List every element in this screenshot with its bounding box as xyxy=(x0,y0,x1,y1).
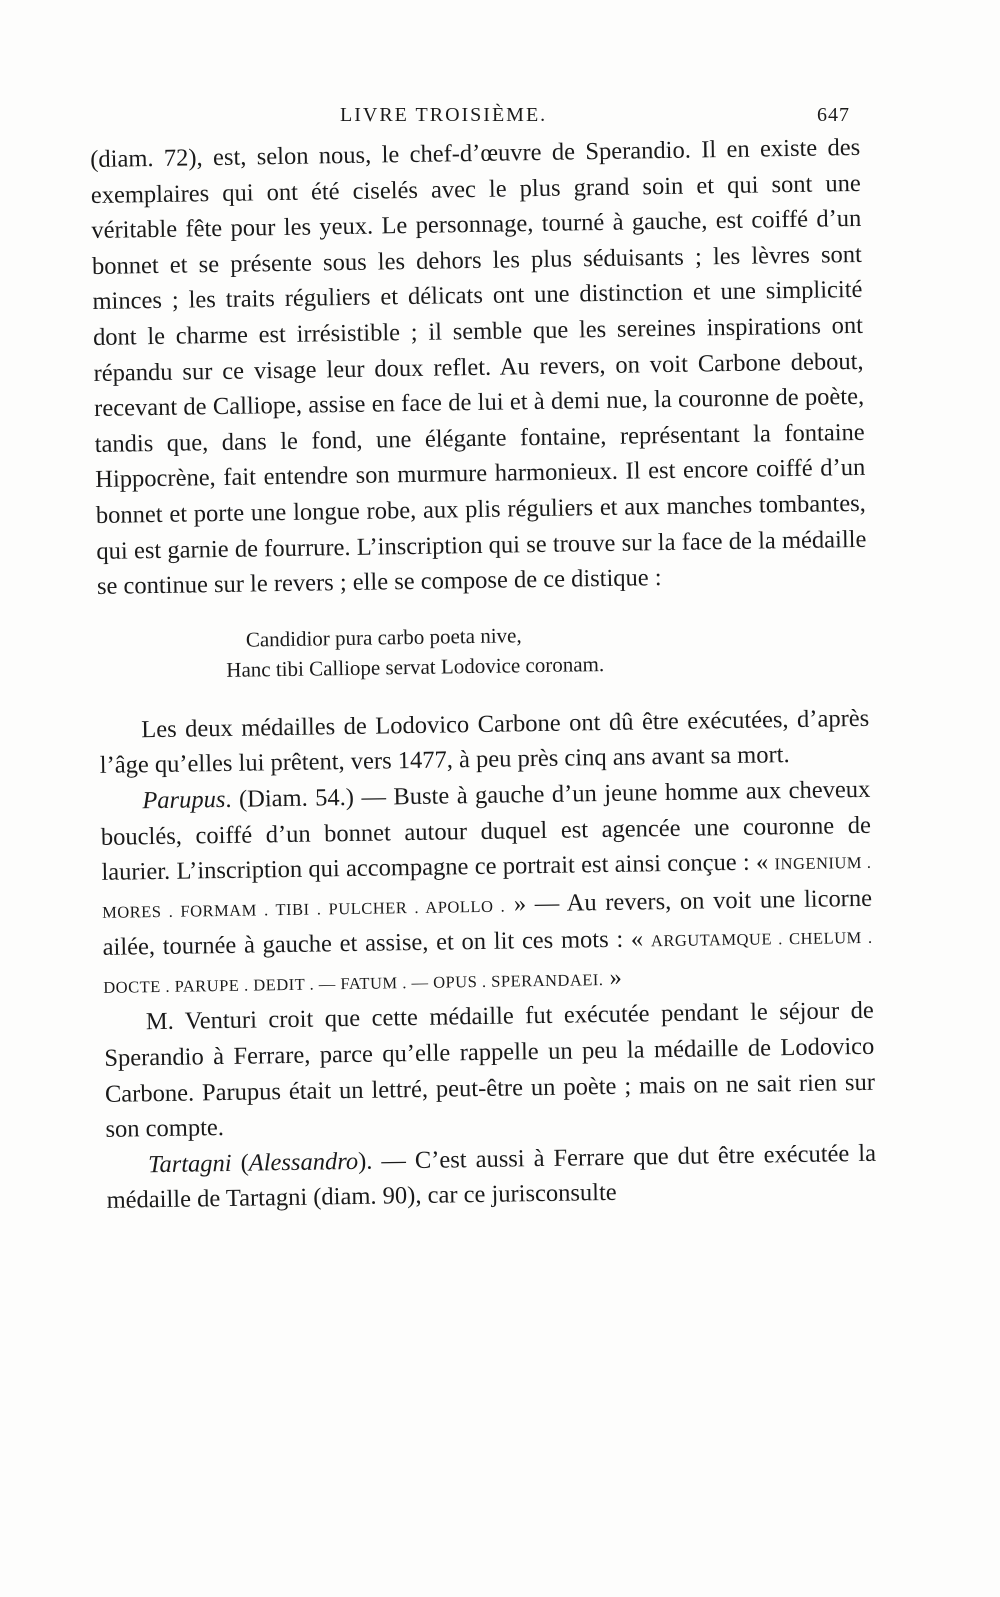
verse-line-1: Candidior pura carbo poeta nive, xyxy=(245,623,522,652)
parupus-closing-quote: » xyxy=(603,963,623,991)
paragraph-carbone-dating: Les deux médailles de Lodovico Carbone ont dû être exécutées, d’après l’âge qu’elles lui prêtent, vers 1477, à peu près cinq ans avant sa mort. xyxy=(99,704,870,780)
tartagni-paren-open: ( xyxy=(231,1149,249,1177)
parupus-name: Parupus xyxy=(142,785,226,815)
paragraph-tartagni xyxy=(106,1136,877,1219)
paragraph-parupus xyxy=(100,772,873,1006)
tartagni-name: Tartagni xyxy=(147,1149,232,1179)
paragraph-venturi: M. Venturi croit que cette médaille fut exécutée pendant le séjour de Sperandio à Ferrare, parce qu’elle rappelle un peu la médaille de Lodovico Carbone. Parupus était un lettré, peut-être un poète ; mais on ne sait rien sur son compte. xyxy=(104,997,876,1144)
running-title: LIVRE TROISIÈME. xyxy=(340,104,548,126)
page-number: 647 xyxy=(817,104,850,126)
tartagni-description: ). — C’est aussi à Ferrare que dut être exécutée la médaille de Tartagni (diam. 90), car ce jurisconsulte xyxy=(106,1139,877,1215)
latin-distich xyxy=(226,615,869,685)
body-text xyxy=(90,130,877,1219)
obverse-inscription: INGENIUM . MORES . FORMAM . TIBI . PULCHER . APOLLO . xyxy=(101,852,872,922)
parupus-reverse: » — Au revers, on voit une licorne ailée, tournée à gauche et assise, et on lit ces mots : « xyxy=(102,884,873,962)
tartagni-given-name: Alessandro xyxy=(248,1147,359,1177)
running-head xyxy=(340,104,850,134)
parupus-description: . (Diam. 54.) — Buste à gauche d’un jeune homme aux cheveux bouclés, coiffé d’un bonnet autour duquel est agencée une couronne de laurier. L’inscription qui accompagne ce portrait est ainsi conçue : « xyxy=(100,775,872,887)
reverse-inscription: ARGUTAMQUE . CHELUM . DOCTE . PARUPE . DEDIT . — FATUM . — OPUS . SPERANDAEI. xyxy=(103,928,873,997)
verse-line-2: Hanc tibi Calliope servat Lodovice coronam. xyxy=(226,651,605,682)
paragraph-sperandio-masterpiece: (diam. 72), est, selon nous, le chef-d’œuvre de Sperandio. Il en existe des exemplaires qui ont été ciselés avec le plus grand soin et qui sont une véritable fête pour les yeux. Le personnage, tourné à gauche, est coiffé d’un bonnet et se présente sous les dehors les plus séduisants ; les lèvres sont minces ; les traits réguliers et délicats ont une distinction et une simplicité dont le charme est irrésistible ; il semble que les sereines inspirations ont répandu sur ce visage leur doux reflet. Au revers, on voit Carbone debout, recevant de Calliope, assise en face de lui et à demi nue, la couronne de poète, tandis que, dans le fond, une élégante fontaine, représentant la fontaine Hippocrène, fait entendre son murmure harmonieux. Il est encore coiffé d’un bonnet et porte une longue robe, aux plis réguliers et aux manches tombantes, qui est garnie de fourrure. L’inscription qui se trouve sur la face de la médaille se continue sur le revers ; elle se compose de ce distique : xyxy=(90,133,867,601)
